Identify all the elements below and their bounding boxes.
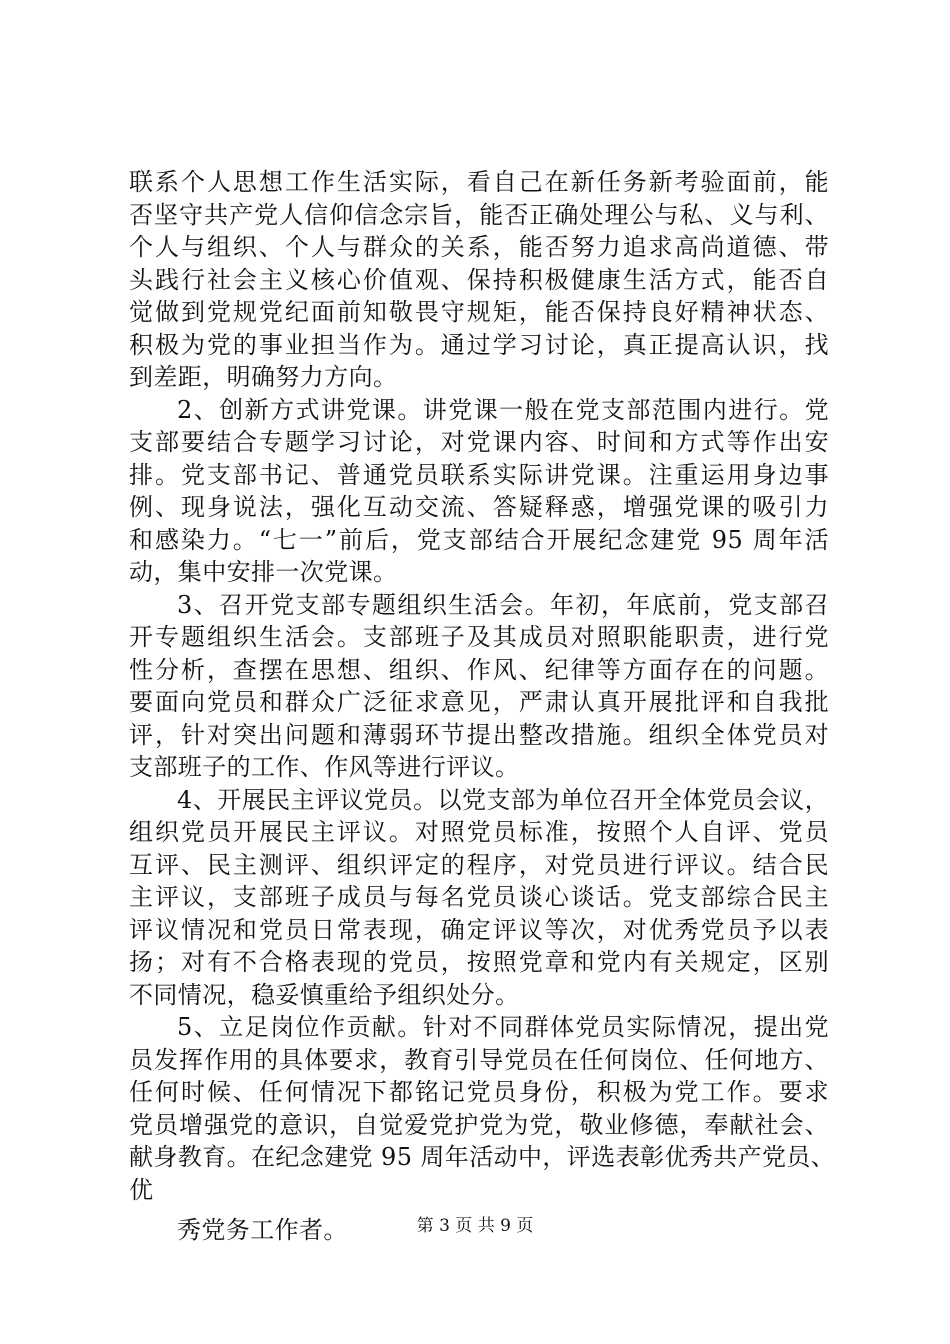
text-line: 支部要结合专题学习讨论，对党课内容、时间和方式等作出安 <box>129 428 829 456</box>
text-line: 评，针对突出问题和薄弱环节提出整改措施。组织全体党员对 <box>129 720 829 749</box>
text-line: 头践行社会主义核心价值观、保持积极健康生活方式，能否自 <box>129 265 829 294</box>
text-line: 要面向党员和群众广泛征求意见，严肃认真开展批评和自我批 <box>129 688 829 716</box>
text-line: 开专题组织生活会。支部班子及其成员对照职能职责，进行党 <box>129 623 829 651</box>
text-line: 互评、民主测评、组织评定的程序，对党员进行评议。结合民 <box>129 850 829 879</box>
text-line: 优 <box>129 1175 154 1204</box>
text-line: 和感染力。“七一”前后，党支部结合开展纪念建党 95 周年活 <box>129 525 829 554</box>
text-line: 献身教育。在纪念建党 95 周年活动中，评选表彰优秀共产党员、 <box>129 1143 836 1171</box>
text-line: 性分析，查摆在思想、组织、作风、纪律等方面存在的问题。 <box>129 655 829 684</box>
text-line: 联系个人思想工作生活实际，看自己在新任务新考验面前，能 <box>129 168 829 196</box>
text-line: 任何时候、任何情况下都铭记党员身份，积极为党工作。要求 <box>129 1078 829 1106</box>
text-line: 4、开展民主评议党员。以党支部为单位召开全体党员会议， <box>177 785 829 814</box>
text-line: 秀党务工作者。 <box>177 1216 348 1244</box>
text-line: 例、现身说法，强化互动交流、答疑释惑，增强党课的吸引力 <box>129 493 829 521</box>
text-line: 动，集中安排一次党课。 <box>129 558 398 586</box>
text-line: 积极为党的事业担当作为。通过学习讨论，真正提高认识，找 <box>129 330 829 359</box>
text-line: 评议情况和党员日常表现，确定评议等次，对优秀党员予以表 <box>129 915 829 944</box>
text-line: 组织党员开展民主评议。对照党员标准，按照个人自评、党员 <box>129 818 829 846</box>
text-line: 到差距，明确努力方向。 <box>129 363 398 391</box>
text-line: 不同情况，稳妥慎重给予组织处分。 <box>129 980 520 1009</box>
text-line: 主评议，支部班子成员与每名党员谈心谈话。党支部综合民主 <box>129 883 829 911</box>
text-line: 2、创新方式讲党课。讲党课一般在党支部范围内进行。党 <box>177 395 829 424</box>
text-line: 党员增强党的意识，自觉爱党护党为党，敬业修德，奉献社会、 <box>129 1110 829 1139</box>
text-line: 否坚守共产党人信仰信念宗旨，能否正确处理公与私、义与利、 <box>129 200 829 229</box>
text-line: 3、召开党支部专题组织生活会。年初，年底前，党支部召 <box>177 590 829 619</box>
page-indicator: 第 3 页 共 9 页 <box>416 1216 534 1236</box>
text-line: 员发挥作用的具体要求，教育引导党员在任何岗位、任何地方、 <box>129 1045 829 1074</box>
text-line: 支部班子的工作、作风等进行评议。 <box>129 753 520 781</box>
page-footer <box>0 1216 950 1236</box>
text-line: 5、立足岗位作贡献。针对不同群体党员实际情况，提出党 <box>177 1013 829 1041</box>
text-line: 扬；对有不合格表现的党员，按照党章和党内有关规定，区别 <box>129 948 829 976</box>
text-line: 觉做到党规党纪面前知敬畏守规矩，能否保持良好精神状态、 <box>129 298 829 326</box>
text-line: 个人与组织、个人与群众的关系，能否努力追求高尚道德、带 <box>129 233 829 261</box>
text-line: 排。党支部书记、普通党员联系实际讲党课。注重运用身边事 <box>129 460 829 489</box>
document-body <box>129 166 836 1247</box>
